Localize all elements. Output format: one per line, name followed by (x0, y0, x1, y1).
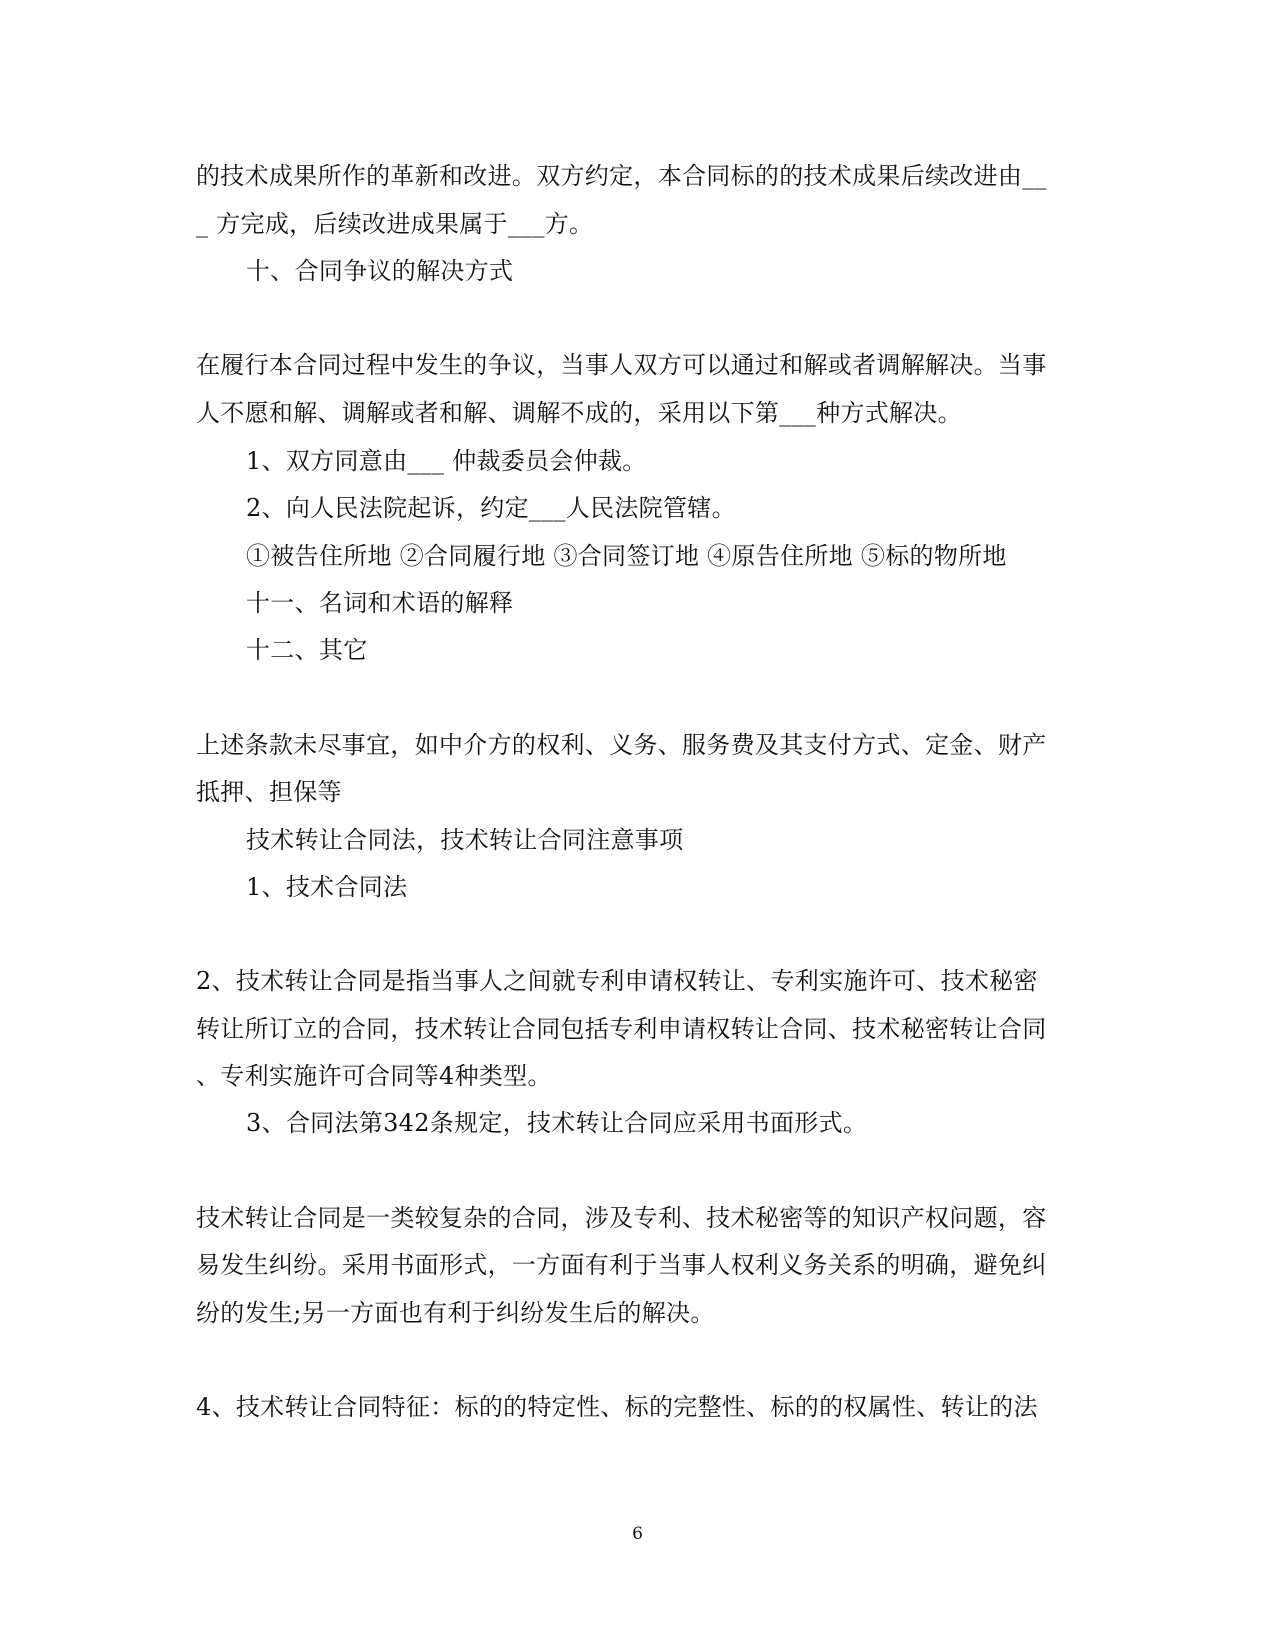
section-heading: 十一、名词和术语的解释 (246, 589, 514, 617)
article-title: 技术转让合同法，技术转让合同注意事项 (246, 826, 684, 854)
text-line: 2、技术转让合同是指当事人之间就专利申请权转让、专利实施许可、技术秘密 (196, 967, 1038, 995)
options-line: ①被告住所地 ②合同履行地 ③合同签订地 ④原告住所地 ⑤标的物所地 (246, 542, 1007, 570)
text-line: 上述条款未尽事宜，如中介方的权利、义务、服务费及其支付方式、定金、财产 (196, 731, 1047, 759)
list-item: 2、向人民法院起诉，约定___人民法院管辖。 (246, 494, 736, 522)
text-line: 人不愿和解、调解或者和解、调解不成的，采用以下第___种方式解决。 (196, 399, 962, 427)
text-line: _ 方完成，后续改进成果属于___方。 (196, 210, 594, 238)
list-item: 1、双方同意由___ 仲裁委员会仲裁。 (246, 447, 647, 475)
text-line: 4、技术转让合同特征：标的的特定性、标的完整性、标的的权属性、转让的法 (196, 1393, 1038, 1421)
text-line: 、专利实施许可合同等4种类型。 (196, 1062, 552, 1090)
text-line: 转让所订立的合同，技术转让合同包括专利申请权转让合同、技术秘密转让合同 (196, 1015, 1047, 1043)
list-item: 1、技术合同法 (246, 873, 408, 901)
section-heading: 十二、其它 (246, 636, 368, 664)
text-line: 抵押、担保等 (196, 778, 342, 806)
text-line: 纷的发生;另一方面也有利于纠纷发生后的解决。 (196, 1299, 715, 1327)
text-line: 技术转让合同是一类较复杂的合同，涉及专利、技术秘密等的知识产权问题，容 (196, 1204, 1047, 1232)
text-line: 易发生纠纷。采用书面形式，一方面有利于当事人权利义务关系的明确，避免纠 (196, 1251, 1047, 1279)
text-line: 的技术成果所作的革新和改进。双方约定，本合同标的的技术成果后续改进由__ (196, 162, 1047, 190)
page-number: 6 (632, 1524, 643, 1544)
text-line: 在履行本合同过程中发生的争议，当事人双方可以通过和解或者调解解决。当事 (196, 351, 1047, 379)
section-heading: 十、合同争议的解决方式 (246, 257, 514, 285)
list-item: 3、合同法第342条规定，技术转让合同应采用书面形式。 (246, 1109, 868, 1137)
